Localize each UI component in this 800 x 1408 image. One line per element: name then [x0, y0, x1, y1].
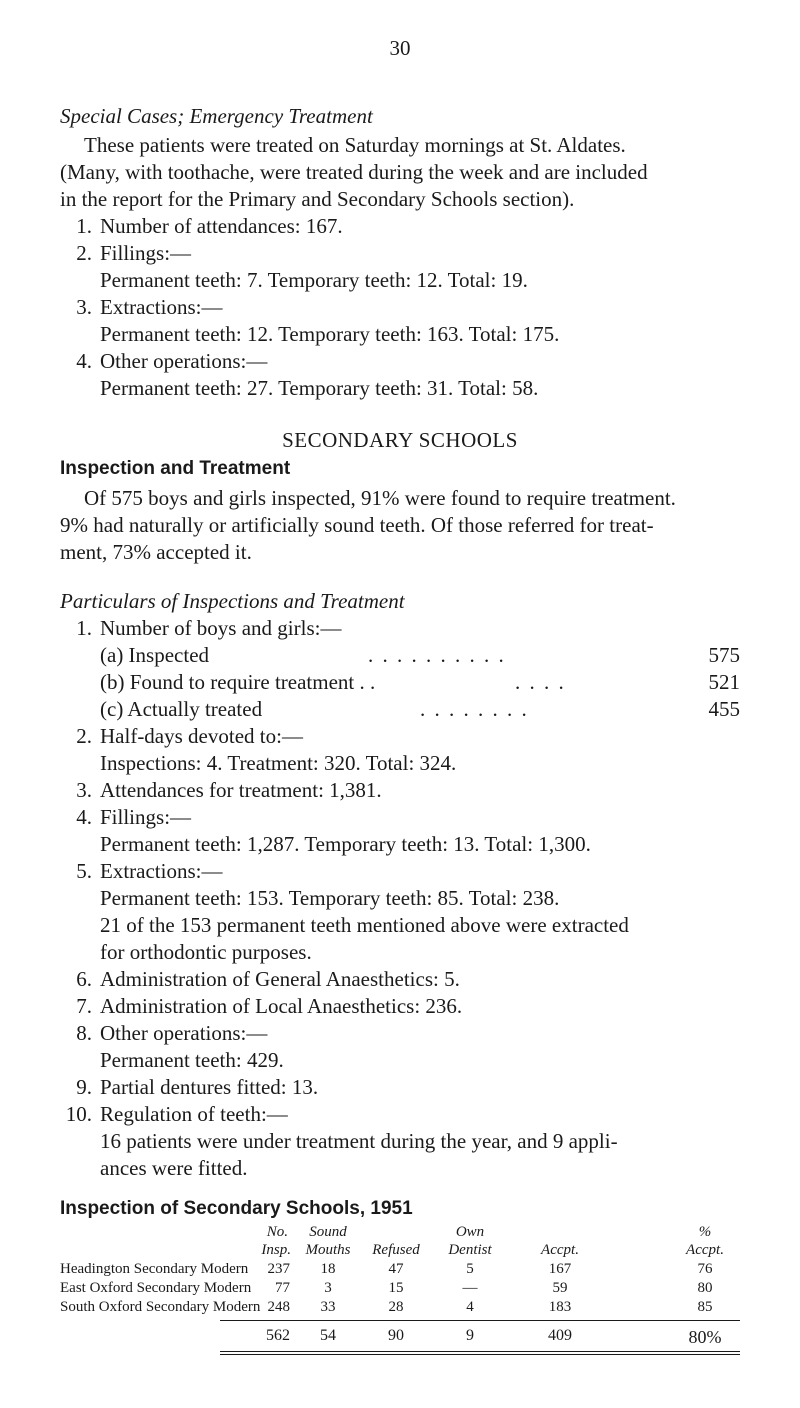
particulars-item-10-detail-1: 16 patients were under treatment during the year, and 9 appli- — [100, 1129, 618, 1153]
particulars-item-9 — [60, 1074, 318, 1100]
special-item-2 — [60, 240, 191, 266]
total-sound: 54 — [320, 1327, 336, 1344]
item-text: Other operations:— — [100, 349, 268, 373]
item-text: Administration of General Anaesthetics: 5. — [100, 967, 460, 991]
item-number: 7. — [76, 994, 92, 1018]
subitem-a-leader: . . . . . . . . . . — [368, 643, 506, 667]
total-insp: 562 — [266, 1327, 290, 1344]
particulars-item-5-detail: Permanent teeth: 153. Temporary teeth: 85. Total: 238. — [100, 886, 560, 910]
special-item-4-detail: Permanent teeth: 27. Temporary teeth: 31. Total: 58. — [100, 376, 539, 400]
item-number: 10. — [65, 1102, 92, 1126]
intro-line-3: ment, 73% accepted it. — [60, 540, 252, 564]
table-rule-top — [220, 1320, 740, 1321]
col-header-mouths: Mouths — [305, 1242, 351, 1258]
special-item-4 — [60, 348, 267, 374]
particulars-item-4 — [60, 804, 191, 830]
total-own-dentist: 9 — [466, 1327, 474, 1344]
cell-own-dentist: — — [462, 1280, 478, 1296]
table-heading: Inspection of Secondary Schools, 1951 — [60, 1198, 413, 1219]
special-cases-heading: Special Cases; Emergency Treatment — [60, 104, 373, 128]
cell-refused: 28 — [388, 1299, 404, 1315]
item-number: 3. — [76, 295, 92, 319]
special-item-3 — [60, 294, 222, 320]
col-header-dentist: Dentist — [448, 1242, 492, 1258]
item-text: Extractions:— — [100, 295, 223, 319]
item-number: 3. — [76, 778, 92, 802]
section-title: SECONDARY SCHOOLS — [282, 428, 518, 452]
item-text: Fillings:— — [100, 805, 192, 829]
col-header-refused: Refused — [372, 1242, 420, 1258]
item-number: 4. — [76, 349, 92, 373]
item-number: 5. — [76, 859, 92, 883]
item-text: Extractions:— — [100, 859, 223, 883]
item-text: Number of attendances: 167. — [100, 214, 343, 238]
item-number: 9. — [76, 1075, 92, 1099]
particulars-item-2 — [60, 723, 303, 749]
item-text: Half-days devoted to:— — [100, 724, 303, 748]
particulars-item-7 — [60, 993, 462, 1019]
item-text: Partial dentures fitted: 13. — [100, 1075, 319, 1099]
total-pct-accpt: 80% — [688, 1327, 722, 1347]
special-intro-line-3: in the report for the Primary and Secondary Schools section). — [60, 187, 575, 211]
page-number: 30 — [389, 36, 411, 60]
col-header-own: Own — [455, 1224, 485, 1240]
particulars-item-5-note-2: for orthodontic purposes. — [100, 940, 312, 964]
cell-sound: 3 — [324, 1280, 332, 1296]
special-intro-line-2: (Many, with toothache, were treated during the week and are included — [60, 160, 648, 184]
school-name: South Oxford Secondary Modern — [60, 1299, 261, 1315]
particulars-item-5-note-1: 21 of the 153 permanent teeth mentioned above were extracted — [100, 913, 629, 937]
subitem-b-value: 521 — [708, 670, 740, 694]
item-number: 2. — [76, 241, 92, 265]
item-number: 8. — [76, 1021, 92, 1045]
col-header-pct-accpt: Accpt. — [686, 1242, 724, 1258]
cell-insp: 77 — [275, 1280, 290, 1296]
item-number: 1. — [76, 214, 92, 238]
item-text: Other operations:— — [100, 1021, 268, 1045]
particulars-item-4-detail: Permanent teeth: 1,287. Temporary teeth: 13. Total: 1,300. — [100, 832, 591, 856]
cell-sound: 18 — [320, 1261, 336, 1277]
particulars-heading: Particulars of Inspections and Treatment — [60, 589, 405, 613]
subitem-c-label: (c) Actually treated — [100, 697, 263, 721]
item-number: 6. — [76, 967, 92, 991]
cell-own-dentist: 4 — [466, 1299, 474, 1315]
cell-accpt: 59 — [552, 1280, 568, 1296]
col-header-insp: Insp. — [261, 1242, 291, 1258]
particulars-item-6 — [60, 966, 460, 992]
item-text: Administration of Local Anaesthetics: 236. — [100, 994, 463, 1018]
item-number: 1. — [76, 616, 92, 640]
item-text: Attendances for treatment: 1,381. — [100, 778, 382, 802]
special-intro-line-1: These patients were treated on Saturday mornings at St. Aldates. — [84, 133, 626, 157]
intro-line-2: 9% had naturally or artificially sound teeth. Of those referred for treat- — [60, 513, 654, 537]
col-header-accpt: Accpt. — [541, 1242, 579, 1258]
special-item-1 — [60, 213, 343, 239]
table-rule-bottom — [220, 1351, 740, 1352]
cell-sound: 33 — [320, 1299, 336, 1315]
special-item-2-detail: Permanent teeth: 7. Temporary teeth: 12. Total: 19. — [100, 268, 528, 292]
cell-refused: 47 — [388, 1261, 404, 1277]
total-refused: 90 — [388, 1327, 404, 1344]
particulars-item-1 — [60, 615, 341, 641]
particulars-item-10 — [60, 1101, 288, 1127]
subitem-c-value: 455 — [708, 697, 740, 721]
table-rule-bottom-double — [220, 1354, 740, 1355]
cell-accpt: 183 — [548, 1299, 572, 1315]
item-text: Number of boys and girls:— — [100, 616, 342, 640]
item-number: 2. — [76, 724, 92, 748]
intro-line-1: Of 575 boys and girls inspected, 91% were found to require treatment. — [84, 486, 676, 510]
subitem-c-leader: . . . . . . . . — [420, 697, 529, 721]
cell-pct-accpt: 85 — [697, 1299, 713, 1315]
subitem-a-label: (a) Inspected — [100, 643, 210, 667]
item-text: Fillings:— — [100, 241, 192, 265]
particulars-item-3 — [60, 777, 382, 803]
subitem-b-label: (b) Found to require treatment . . — [100, 670, 376, 694]
cell-pct-accpt: 76 — [697, 1261, 713, 1277]
school-name: East Oxford Secondary Modern — [60, 1280, 252, 1296]
particulars-item-8 — [60, 1020, 267, 1046]
school-name: Headington Secondary Modern — [60, 1261, 249, 1277]
cell-pct-accpt: 80 — [697, 1280, 713, 1296]
cell-own-dentist: 5 — [466, 1261, 474, 1277]
cell-insp: 237 — [267, 1261, 290, 1277]
particulars-item-10-detail-2: ances were fitted. — [100, 1156, 248, 1180]
col-header-no: No. — [266, 1224, 288, 1240]
special-item-3-detail: Permanent teeth: 12. Temporary teeth: 163. Total: 175. — [100, 322, 560, 346]
section-subheading: Inspection and Treatment — [60, 458, 291, 479]
subitem-b-leader: . . . . — [515, 670, 566, 694]
cell-accpt: 167 — [548, 1261, 572, 1277]
subitem-a-value: 575 — [708, 643, 740, 667]
col-header-pct: % — [698, 1224, 712, 1240]
col-header-sound: Sound — [309, 1224, 347, 1240]
particulars-item-5 — [60, 858, 222, 884]
particulars-item-2-detail: Inspections: 4. Treatment: 320. Total: 324. — [100, 751, 457, 775]
cell-insp: 248 — [267, 1299, 290, 1315]
particulars-item-8-detail: Permanent teeth: 429. — [100, 1048, 284, 1072]
total-accpt: 409 — [548, 1327, 572, 1344]
item-number: 4. — [76, 805, 92, 829]
item-text: Regulation of teeth:— — [100, 1102, 288, 1126]
cell-refused: 15 — [388, 1280, 404, 1296]
